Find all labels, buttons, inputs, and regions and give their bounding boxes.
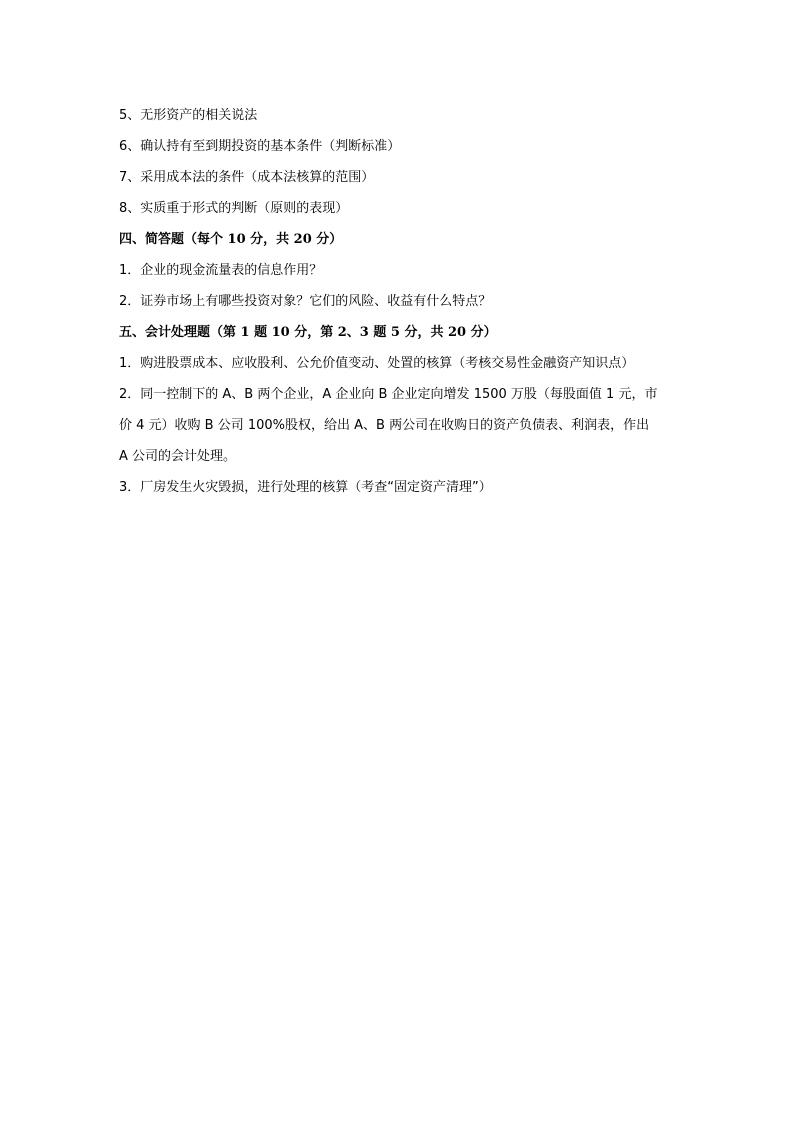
accounting-question-2-line-2: 价 4 元）收购 B 公司 100%股权，给出 A、B 两公司在收购日的资产负债表、利润表，作出: [119, 418, 650, 433]
short-answer-question-1: 1．企业的现金流量表的信息作用？: [119, 263, 323, 278]
document-page: [119, 100, 679, 503]
section-4-heading: 四、简答题（每个 10 分，共 20 分）: [119, 232, 343, 247]
short-answer-question-2: 2．证券市场上有哪些投资对象？它们的风险、收益有什么特点？: [119, 294, 492, 309]
item-6-held-to-maturity: 6、确认持有至到期投资的基本条件（判断标准）: [119, 139, 401, 154]
item-5-intangible-assets: 5、无形资产的相关说法: [119, 108, 258, 123]
section-5-heading: 五、会计处理题（第 1 题 10 分，第 2、3 题 5 分，共 20 分）: [119, 325, 497, 340]
accounting-question-2-line-3: A 公司的会计处理。: [119, 449, 237, 464]
accounting-question-3: 3．厂房发生火灾毁损，进行处理的核算（考查“固定资产清理”）: [119, 480, 492, 495]
accounting-question-1: 1．购进股票成本、应收股利、公允价值变动、处置的核算（考核交易性金融资产知识点）: [119, 356, 635, 371]
accounting-question-2-line-1: 2．同一控制下的 A、B 两个企业，A 企业向 B 企业定向增发 1500 万股（每股面值 1 元，市: [119, 387, 658, 402]
item-8-substance-over-form: 8、实质重于形式的判断（原则的表现）: [119, 201, 349, 216]
item-7-cost-method: 7、采用成本法的条件（成本法核算的范围）: [119, 170, 375, 185]
